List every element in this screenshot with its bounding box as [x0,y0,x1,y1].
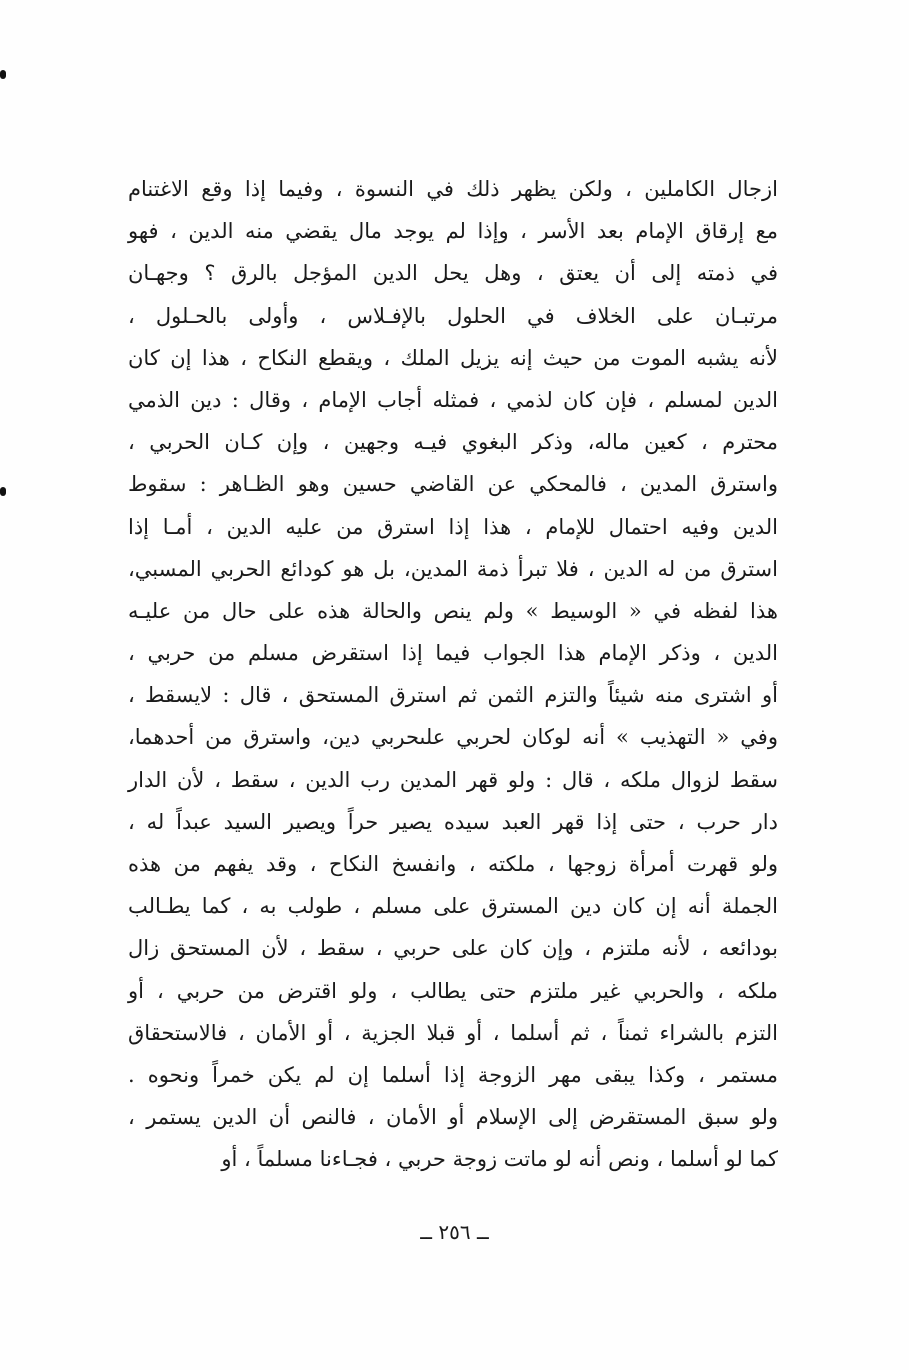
text-line: ولو سبق المستقرض إلى الإسلام أو الأمان ، فالنص أن الدين يستمر ، [128,1105,778,1130]
text-line: لأنه يشبه الموت من حيث إنه يزيل الملك ، ويقطع النكاح ، هذا إن كان [128,345,778,370]
text-line: ملكه ، والحربي غير ملتزم حتى يطالب ، ولو اقترض من حربي ، أو [128,978,778,1003]
text-line: استرق من له الدين ، فلا تبرأ ذمة المدين، بل هو كودائع الحربي المسبي، [128,556,778,581]
text-line: الجملة أنه إن كان دين المسترق على مسلم ، طولب به ، كما يطـالب [128,894,778,919]
text-line: محترم ، كعين ماله، وذكر البغوي فيـه وجهين ، وإن كـان الحربي ، [128,430,778,455]
text-line: أو اشترى منه شيئاً والتزم الثمن ثم استرق المستحق ، قال : لايسقط ، [128,683,778,708]
page-number: ــ ٢٥٦ ــ [420,1220,489,1244]
text-line: مع إرقاق الإمام بعد الأسر ، وإذا لم يوجد مال يقضي منه الدين ، فهو [128,219,778,244]
text-line: في ذمته إلى أن يعتق ، وهل يحل الدين المؤجل بالرق ؟ وجهـان [128,261,778,286]
text-line: الدين ، وذكر الإمام هذا الجواب فيما إذا استقرض مسلم من حربي ، [128,641,778,666]
text-line: التزم بالشراء ثمناً ، ثم أسلما ، أو قبلا الجزية ، أو الأمان ، فالاستحقاق [128,1020,778,1045]
text-line: الدين لمسلم ، فإن كان لذمي ، فمثله أجاب الإمام ، وقال : دين الذمي [128,387,778,412]
text-line: وفي « التهذيب » أنه لوكان لحربي علىحربي دين، واسترق من أحدهما، [128,725,778,750]
margin-mark-middle [0,487,6,496]
text-line: الدين وفيه احتمال للإمام ، هذا إذا استرق من عليه الدين ، أمـا إذا [128,514,778,539]
text-line: واسترق المدين ، فالمحكي عن القاضي حسين وهو الظـاهر : سقوط [128,472,778,497]
text-line: ولو قهرت أمرأة زوجها ، ملكته ، وانفسخ النكاح ، وقد يفهم من هذه [128,852,778,876]
text-line: ازجال الكاملين ، ولكن يظهر ذلك في النسوة ، وفيما إذا وقع الاغتنام [128,177,778,201]
text-line: كما لو أسلما ، ونص أنه لو ماتت زوجة حربي ، فجـاءنا مسلماً ، أو [221,1147,778,1172]
text-line: مرتبـان على الخلاف في الحلول بالإفـلاس ، وأولى بالحـلول ، [128,303,778,328]
text-line: دار حرب ، حتى إذا قهر العبد سيده يصير حراً ويصير السيد عبداً له ، [128,809,778,834]
text-line: بودائعه ، لأنه ملتزم ، وإن كان على حربي ، سقط ، لأن المستحق زال [128,936,778,961]
text-line: هذا لفظه في « الوسيط » ولم ينص والحالة هذه على حال من عليـه [128,598,778,623]
body-text [128,168,778,1181]
margin-mark-top [0,70,6,79]
text-line: سقط لزوال ملكه ، قال : ولو قهر المدين رب الدين ، سقط ، لأن الدار [128,767,778,792]
text-line: مستمر ، وكذا يبقى مهر الزوجة إذا أسلما إن لم يكن خمراً ونحوه . [128,1062,778,1087]
